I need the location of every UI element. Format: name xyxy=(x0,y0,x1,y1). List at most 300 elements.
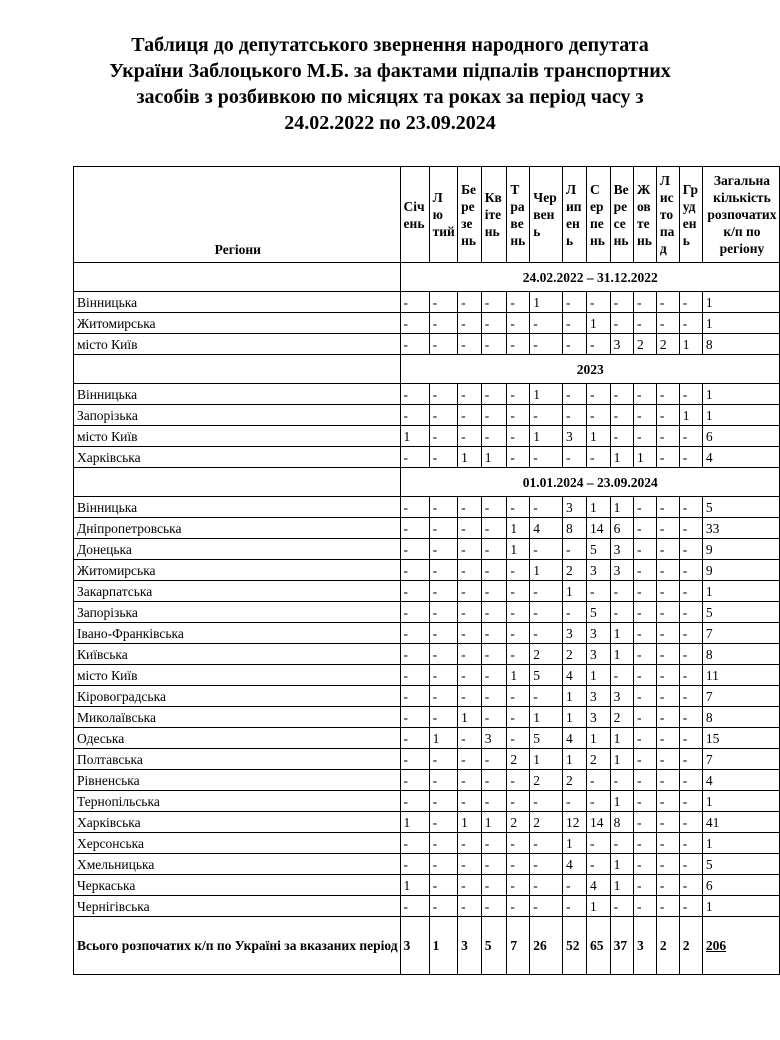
month-value: 5 xyxy=(587,602,611,623)
region-name: місто Київ xyxy=(74,665,401,686)
month-value: - xyxy=(656,875,679,896)
month-value: - xyxy=(507,644,530,665)
month-value: 1 xyxy=(562,686,586,707)
month-header-part: Ж xyxy=(637,181,651,197)
region-total: 5 xyxy=(702,854,779,875)
grand-total-month-value: 26 xyxy=(530,917,563,975)
month-value: - xyxy=(634,728,657,749)
month-value: - xyxy=(429,313,458,334)
region-total: 8 xyxy=(702,644,779,665)
month-value: - xyxy=(429,707,458,728)
month-value: - xyxy=(458,334,482,355)
month-value: - xyxy=(610,896,633,917)
region-name: Харківська xyxy=(74,447,401,468)
month-value: - xyxy=(429,665,458,686)
month-value: - xyxy=(400,623,429,644)
month-value: - xyxy=(679,518,702,539)
month-value: 5 xyxy=(530,665,563,686)
month-value: - xyxy=(429,875,458,896)
document-title xyxy=(40,32,740,136)
month-value: - xyxy=(458,623,482,644)
month-value: - xyxy=(679,896,702,917)
month-value: - xyxy=(458,581,482,602)
month-value: - xyxy=(634,497,657,518)
month-column-header xyxy=(634,167,657,263)
month-value: - xyxy=(530,581,563,602)
month-value: - xyxy=(400,539,429,560)
month-value: 8 xyxy=(562,518,586,539)
month-value: 2 xyxy=(530,770,563,791)
period-row xyxy=(74,263,780,292)
region-total: 1 xyxy=(702,581,779,602)
grand-total-month-value: 5 xyxy=(481,917,507,975)
month-value: - xyxy=(679,426,702,447)
month-value: - xyxy=(610,602,633,623)
month-value: - xyxy=(610,313,633,334)
region-total: 1 xyxy=(702,896,779,917)
month-value: - xyxy=(679,833,702,854)
month-header-part: вен xyxy=(533,207,555,222)
month-header-part: д xyxy=(659,241,667,256)
month-value: - xyxy=(507,707,530,728)
month-value: 8 xyxy=(610,812,633,833)
month-value: - xyxy=(458,497,482,518)
month-value: - xyxy=(634,602,657,623)
table-row xyxy=(74,497,780,518)
table-row xyxy=(74,791,780,812)
month-header-part: ь xyxy=(533,224,541,239)
month-value: 2 xyxy=(562,560,586,581)
month-value: - xyxy=(656,560,679,581)
month-value: 1 xyxy=(530,560,563,581)
month-value: - xyxy=(679,770,702,791)
month-value: - xyxy=(530,854,563,875)
grand-total-month-value: 7 xyxy=(507,917,530,975)
month-value: - xyxy=(530,497,563,518)
month-value: 1 xyxy=(562,749,586,770)
region-total: 5 xyxy=(702,497,779,518)
region-name: Кіровоградська xyxy=(74,686,401,707)
table-row xyxy=(74,581,780,602)
month-value: - xyxy=(656,384,679,405)
month-value: - xyxy=(507,447,530,468)
month-value: - xyxy=(530,623,563,644)
month-value: 1 xyxy=(587,665,611,686)
region-name: Херсонська xyxy=(74,833,401,854)
month-value: - xyxy=(429,791,458,812)
month-value: 3 xyxy=(562,623,586,644)
month-value: - xyxy=(400,728,429,749)
month-value: - xyxy=(610,665,633,686)
month-value: - xyxy=(587,791,611,812)
month-value: 1 xyxy=(610,749,633,770)
table-row xyxy=(74,623,780,644)
month-value: - xyxy=(481,539,507,560)
month-value: - xyxy=(429,426,458,447)
month-value: - xyxy=(679,602,702,623)
month-header-part: ю xyxy=(432,207,443,222)
month-value: - xyxy=(587,334,611,355)
month-value: - xyxy=(610,581,633,602)
month-value: - xyxy=(656,770,679,791)
month-value: - xyxy=(656,812,679,833)
total-header-part: розпочатих xyxy=(707,207,777,222)
month-value: - xyxy=(400,770,429,791)
month-header-part: нь xyxy=(637,232,652,248)
region-total: 1 xyxy=(702,313,779,334)
region-total: 4 xyxy=(702,447,779,468)
month-value: - xyxy=(400,497,429,518)
month-value: - xyxy=(400,833,429,854)
month-value: - xyxy=(562,334,586,355)
month-value: - xyxy=(481,896,507,917)
region-name: Миколаївська xyxy=(74,707,401,728)
month-header-part: пе xyxy=(590,215,604,231)
month-value: 2 xyxy=(507,812,530,833)
month-value: - xyxy=(530,447,563,468)
month-value: - xyxy=(481,313,507,334)
month-value: - xyxy=(634,292,657,313)
month-value: - xyxy=(458,686,482,707)
month-value: - xyxy=(400,644,429,665)
month-value: - xyxy=(400,447,429,468)
total-header-part: к/п по xyxy=(723,224,761,239)
table-header-row xyxy=(74,167,780,263)
month-value: - xyxy=(587,770,611,791)
month-header-part: С xyxy=(590,181,600,197)
region-total: 9 xyxy=(702,539,779,560)
month-value: - xyxy=(400,313,429,334)
month-value: - xyxy=(481,560,507,581)
month-value: 1 xyxy=(610,497,633,518)
month-value: - xyxy=(481,875,507,896)
month-value: 14 xyxy=(587,812,611,833)
month-header-part: се xyxy=(613,215,626,231)
table-row xyxy=(74,686,780,707)
month-value: - xyxy=(656,854,679,875)
month-value: - xyxy=(481,749,507,770)
month-value: - xyxy=(481,292,507,313)
month-value: 1 xyxy=(679,405,702,426)
month-value: - xyxy=(562,292,586,313)
month-value: - xyxy=(507,875,530,896)
month-value: - xyxy=(656,791,679,812)
month-header-part: ен xyxy=(565,215,580,231)
table-row xyxy=(74,707,780,728)
month-value: - xyxy=(562,791,586,812)
month-header-part: Л xyxy=(432,190,443,205)
region-name: Черкаська xyxy=(74,875,401,896)
month-value: - xyxy=(429,833,458,854)
month-value: - xyxy=(679,707,702,728)
month-header-part: ре xyxy=(461,198,475,214)
month-value: 12 xyxy=(562,812,586,833)
month-value: 1 xyxy=(530,292,563,313)
month-value: - xyxy=(429,686,458,707)
month-value: - xyxy=(530,602,563,623)
month-column-header xyxy=(458,167,482,263)
month-value: 3 xyxy=(610,686,633,707)
region-name: Київська xyxy=(74,644,401,665)
month-value: - xyxy=(679,812,702,833)
grand-total-month-value: 65 xyxy=(587,917,611,975)
table-row xyxy=(74,384,780,405)
grand-total-month-value: 3 xyxy=(634,917,657,975)
total-column-header xyxy=(702,167,779,263)
table-row xyxy=(74,749,780,770)
month-value: - xyxy=(562,405,586,426)
month-value: - xyxy=(458,728,482,749)
month-value: - xyxy=(656,728,679,749)
month-value: 2 xyxy=(634,334,657,355)
month-value: - xyxy=(458,518,482,539)
month-value: - xyxy=(458,313,482,334)
month-value: - xyxy=(634,313,657,334)
month-value: - xyxy=(562,602,586,623)
month-value: - xyxy=(530,875,563,896)
table-row xyxy=(74,770,780,791)
month-value: 2 xyxy=(562,770,586,791)
month-value: - xyxy=(656,623,679,644)
month-value: - xyxy=(679,384,702,405)
month-header-part: ов xyxy=(637,198,651,214)
table-row xyxy=(74,292,780,313)
month-value: 3 xyxy=(481,728,507,749)
month-value: - xyxy=(634,770,657,791)
month-header-part: ер xyxy=(590,198,604,214)
month-value: - xyxy=(458,539,482,560)
region-total: 7 xyxy=(702,623,779,644)
month-value: - xyxy=(634,581,657,602)
grand-total-row xyxy=(74,917,780,975)
month-value: - xyxy=(429,644,458,665)
month-header-part: ен xyxy=(682,215,697,231)
month-value: - xyxy=(587,384,611,405)
month-value: - xyxy=(429,447,458,468)
month-value: 1 xyxy=(400,875,429,896)
grand-total-month-value: 3 xyxy=(400,917,429,975)
month-value: - xyxy=(530,539,563,560)
month-value: - xyxy=(530,313,563,334)
month-value: - xyxy=(507,770,530,791)
table-row xyxy=(74,728,780,749)
month-value: 4 xyxy=(530,518,563,539)
statistics-table xyxy=(73,166,780,975)
region-name: Полтавська xyxy=(74,749,401,770)
month-value: - xyxy=(481,686,507,707)
month-value: 2 xyxy=(610,707,633,728)
month-value: 1 xyxy=(530,707,563,728)
month-header-part: то xyxy=(659,207,674,222)
region-total: 33 xyxy=(702,518,779,539)
month-value: - xyxy=(656,707,679,728)
month-value: - xyxy=(634,812,657,833)
grand-total-month-value: 3 xyxy=(458,917,482,975)
month-value: - xyxy=(507,896,530,917)
table-row xyxy=(74,602,780,623)
title-line: України Заблоцького М.Б. за фактами підпалів транспортних xyxy=(109,60,671,82)
month-header-part: нь xyxy=(590,232,605,248)
month-value: - xyxy=(656,896,679,917)
month-value: - xyxy=(656,602,679,623)
month-header-part: ра xyxy=(510,198,525,214)
month-value: - xyxy=(634,749,657,770)
month-value: - xyxy=(458,602,482,623)
month-value: - xyxy=(507,313,530,334)
month-column-header xyxy=(481,167,507,263)
month-header-part: па xyxy=(659,224,675,239)
month-value: - xyxy=(679,665,702,686)
month-value: 3 xyxy=(587,560,611,581)
month-value: - xyxy=(429,560,458,581)
month-value: - xyxy=(429,812,458,833)
month-value: - xyxy=(481,384,507,405)
month-value: - xyxy=(507,560,530,581)
month-value: - xyxy=(587,581,611,602)
region-total: 1 xyxy=(702,384,779,405)
region-name: Вінницька xyxy=(74,292,401,313)
month-value: - xyxy=(400,665,429,686)
month-value: 2 xyxy=(656,334,679,355)
month-value: - xyxy=(634,518,657,539)
month-value: - xyxy=(481,791,507,812)
month-header-part: ис xyxy=(659,190,674,205)
month-value: - xyxy=(400,686,429,707)
month-value: 1 xyxy=(610,644,633,665)
month-header-part: Січ xyxy=(403,198,425,214)
month-value: - xyxy=(610,292,633,313)
month-header-part: Гр xyxy=(682,181,698,197)
month-value: - xyxy=(400,292,429,313)
month-value: - xyxy=(679,292,702,313)
month-value: 1 xyxy=(530,749,563,770)
month-value: 1 xyxy=(400,426,429,447)
region-name: місто Київ xyxy=(74,426,401,447)
month-value: 1 xyxy=(562,581,586,602)
month-value: - xyxy=(656,426,679,447)
month-value: 4 xyxy=(562,665,586,686)
month-value: - xyxy=(458,644,482,665)
month-value: - xyxy=(634,426,657,447)
month-value: - xyxy=(481,334,507,355)
month-header-part: нь xyxy=(510,232,526,248)
month-value: - xyxy=(679,728,702,749)
month-value: - xyxy=(679,686,702,707)
month-value: - xyxy=(429,334,458,355)
month-value: - xyxy=(429,292,458,313)
month-value: - xyxy=(400,749,429,770)
title-line: засобів з розбивкою по місяцях та роках за період часу з xyxy=(136,86,644,108)
region-name: Тернопільська xyxy=(74,791,401,812)
month-value: - xyxy=(679,854,702,875)
month-value: - xyxy=(507,292,530,313)
region-name: Закарпатська xyxy=(74,581,401,602)
month-value: - xyxy=(481,602,507,623)
period-blank-cell xyxy=(74,263,401,292)
month-value: - xyxy=(634,686,657,707)
region-name: Харківська xyxy=(74,812,401,833)
grand-total-month-value: 1 xyxy=(429,917,458,975)
month-value: - xyxy=(530,686,563,707)
month-value: 2 xyxy=(530,644,563,665)
table-row xyxy=(74,334,780,355)
month-value: - xyxy=(429,854,458,875)
total-header-part: кількість xyxy=(713,190,771,205)
month-value: - xyxy=(562,896,586,917)
region-total: 9 xyxy=(702,560,779,581)
month-value: - xyxy=(634,896,657,917)
month-value: - xyxy=(481,833,507,854)
month-header-part: нь xyxy=(484,224,500,239)
month-value: - xyxy=(429,581,458,602)
region-name: Вінницька xyxy=(74,497,401,518)
month-value: - xyxy=(656,539,679,560)
month-header-part: тий xyxy=(432,224,455,239)
month-value: - xyxy=(400,854,429,875)
month-header-part: ь xyxy=(565,232,574,248)
month-value: 3 xyxy=(610,560,633,581)
region-total: 6 xyxy=(702,875,779,896)
month-value: - xyxy=(610,426,633,447)
month-value: - xyxy=(481,426,507,447)
month-column-header xyxy=(507,167,530,263)
month-value: - xyxy=(634,560,657,581)
month-header-part: ип xyxy=(565,198,582,214)
month-value: 1 xyxy=(679,334,702,355)
month-value: - xyxy=(507,581,530,602)
table-row xyxy=(74,644,780,665)
month-value: - xyxy=(507,833,530,854)
month-value: - xyxy=(458,665,482,686)
region-name: Одеська xyxy=(74,728,401,749)
month-value: - xyxy=(458,896,482,917)
month-value: - xyxy=(429,518,458,539)
month-value: 1 xyxy=(587,497,611,518)
month-value: - xyxy=(656,749,679,770)
month-value: - xyxy=(656,405,679,426)
region-name: Чернігівська xyxy=(74,896,401,917)
region-total: 11 xyxy=(702,665,779,686)
region-name: Вінницька xyxy=(74,384,401,405)
month-value: - xyxy=(429,602,458,623)
month-value: - xyxy=(458,560,482,581)
month-value: - xyxy=(610,405,633,426)
grand-total-value: 206 xyxy=(702,917,779,975)
month-header-part: те xyxy=(637,215,650,231)
month-value: 1 xyxy=(610,447,633,468)
region-name: Запорізька xyxy=(74,602,401,623)
month-header-part: Бе xyxy=(461,181,477,197)
month-value: - xyxy=(458,749,482,770)
month-value: - xyxy=(634,707,657,728)
region-total: 1 xyxy=(702,791,779,812)
month-value: - xyxy=(562,447,586,468)
period-label: 2023 xyxy=(400,355,779,384)
month-value: - xyxy=(679,497,702,518)
month-value: 3 xyxy=(587,707,611,728)
month-value: - xyxy=(507,497,530,518)
month-value: 1 xyxy=(610,875,633,896)
month-value: - xyxy=(679,560,702,581)
month-value: - xyxy=(481,644,507,665)
region-name: Донецька xyxy=(74,539,401,560)
month-value: - xyxy=(562,313,586,334)
table-row xyxy=(74,539,780,560)
month-value: 1 xyxy=(610,728,633,749)
month-value: - xyxy=(634,539,657,560)
month-value: 1 xyxy=(634,447,657,468)
month-header-part: ре xyxy=(613,198,628,214)
